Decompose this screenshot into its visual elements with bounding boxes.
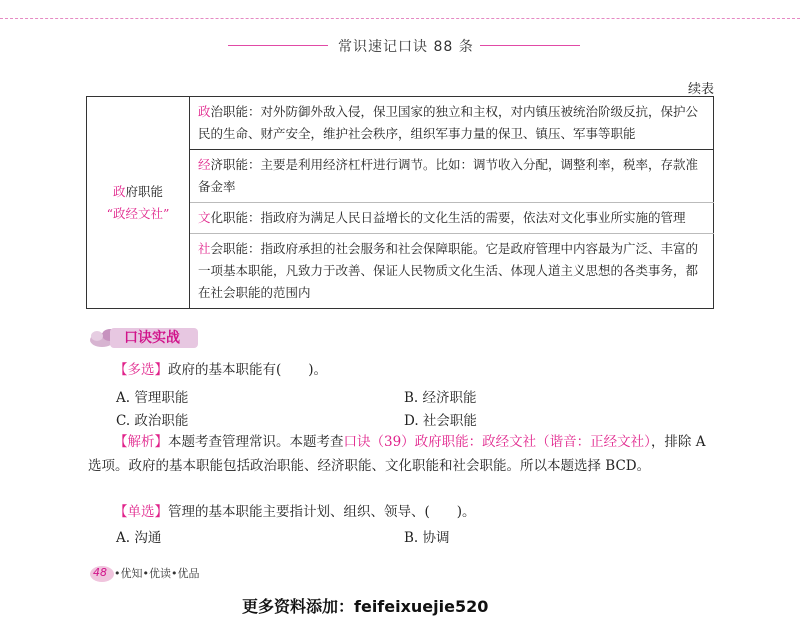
option-c: C. 政治职能 bbox=[116, 413, 189, 429]
top-dashed-rule bbox=[0, 18, 800, 19]
header-rule-right bbox=[480, 45, 580, 46]
option-b: B. 经济职能 bbox=[404, 390, 477, 406]
question-tag: 【单选】 bbox=[114, 504, 168, 520]
footer-text: •优知•优读•优品 bbox=[114, 567, 200, 580]
question-1 bbox=[114, 358, 327, 382]
option-b: B. 协调 bbox=[404, 530, 450, 546]
table-cell-economy bbox=[190, 150, 714, 203]
analysis-tag: 【解析】 bbox=[114, 434, 168, 450]
row-first-char: 社 bbox=[198, 241, 211, 256]
table-left-label bbox=[87, 97, 190, 309]
header-title: 常识速记口诀 88 条 bbox=[338, 39, 474, 55]
table-cell-culture bbox=[190, 203, 714, 234]
row-first-char: 经 bbox=[198, 157, 211, 172]
promo-text: 更多资料添加：feifeixuejie520 bbox=[242, 597, 489, 616]
analysis-highlight: 口诀（39）政府职能：政经文社（谐音：正经文社） bbox=[343, 434, 651, 450]
left-label-prefix: 政 bbox=[112, 183, 126, 199]
table-cell-politics bbox=[190, 97, 714, 150]
government-functions-table bbox=[86, 96, 714, 309]
option-a: A. 管理职能 bbox=[116, 390, 189, 406]
row-text: 治职能：对外防御外敌入侵，保卫国家的独立和主权，对内镇压被统治阶级反抗，保护公民的生命、财产安全，维护社会秩序，组织军事力量的保卫、镇压、军事等职能 bbox=[198, 104, 699, 141]
table-row bbox=[87, 97, 714, 150]
header-rule-left bbox=[228, 45, 328, 46]
page-header bbox=[0, 34, 800, 58]
analysis-text: 本题考查管理常识。本题考查 bbox=[168, 434, 344, 450]
section-badge-label: 口诀实战 bbox=[110, 328, 198, 348]
left-label-quote: “政经文社” bbox=[106, 205, 170, 221]
option-a: A. 沟通 bbox=[116, 530, 162, 546]
left-label-rest: 府职能 bbox=[125, 183, 164, 199]
row-text: 济职能：主要是利用经济杠杆进行调节。比如：调节收入分配，调整利率，税率，存款准备金率 bbox=[198, 157, 699, 194]
page-number: 48 bbox=[93, 566, 107, 579]
row-first-char: 政 bbox=[198, 104, 211, 119]
option-d: D. 社会职能 bbox=[404, 413, 477, 429]
analysis-text: ，排除 A 选项。政府的基本职能包括政治职能、经济职能、文化职能和社会职能。所以本题选择 BCD。 bbox=[88, 434, 706, 474]
section-badge bbox=[88, 320, 200, 352]
analysis bbox=[88, 430, 718, 478]
question-stem: 管理的基本职能主要指计划、组织、领导、( )。 bbox=[168, 504, 476, 520]
question-stem: 政府的基本职能有( )。 bbox=[168, 362, 328, 378]
row-text: 化职能：指政府为满足人民日益增长的文化生活的需要，依法对文化事业所实施的管理 bbox=[210, 210, 686, 225]
question-tag: 【多选】 bbox=[114, 362, 168, 378]
question-2 bbox=[114, 500, 476, 524]
row-text: 会职能：指政府承担的社会服务和社会保障职能。它是政府管理中内容最为广泛、丰富的一项基本职能，凡致力于改善、保证人民物质文化生活、体现人道主义思想的各类事务，都在社会职能的范围内 bbox=[198, 241, 699, 300]
row-first-char: 文 bbox=[198, 210, 211, 225]
table-cell-society bbox=[190, 234, 714, 309]
continued-label: 续表 bbox=[687, 82, 714, 97]
left-label-title bbox=[95, 181, 181, 203]
